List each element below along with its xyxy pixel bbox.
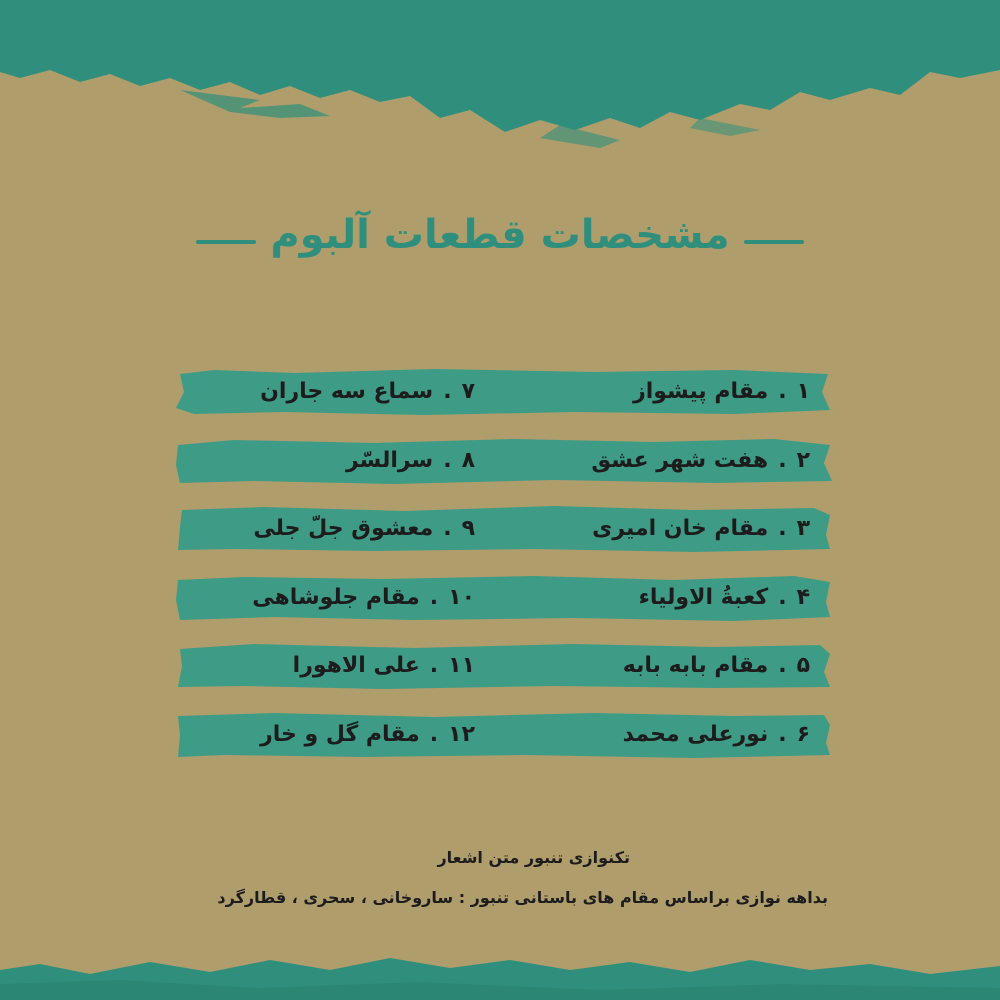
track-row: [180, 711, 830, 759]
title-left-rule: [196, 240, 256, 244]
track-separator: .: [443, 447, 452, 473]
track-number: ۶: [796, 721, 810, 747]
track-number: ۳: [796, 516, 810, 541]
track-number: ۷: [461, 379, 475, 404]
track-row: [180, 574, 830, 622]
track-10: [252, 574, 475, 622]
track-separator: .: [778, 379, 787, 404]
track-number: ۱۲: [448, 721, 475, 747]
track-name: مقام جلوشاهی: [252, 584, 420, 610]
track-name: معشوق جلّ جلی: [253, 516, 434, 541]
track-number: ۲: [796, 447, 810, 473]
track-3: [592, 505, 810, 553]
track-number: ۹: [461, 516, 475, 541]
credit-line-1: تکنوازی تنبور متن اشعار: [437, 848, 630, 867]
track-separator: .: [778, 516, 787, 541]
track-separator: .: [429, 653, 439, 678]
track-8: [346, 437, 475, 485]
bottom-paint-band: [0, 940, 1000, 1000]
track-4: [639, 574, 810, 622]
track-name: مقام بابه بابه: [622, 653, 769, 678]
track-name: هفت شهر عشق: [591, 447, 769, 473]
track-number: ۸: [461, 447, 475, 473]
track-separator: .: [429, 721, 439, 747]
track-number: ۱: [796, 379, 810, 404]
track-row: [180, 437, 830, 485]
track-name: مقام گل و خار: [260, 721, 420, 747]
track-number: ۴: [796, 584, 810, 610]
track-separator: .: [778, 653, 787, 678]
track-separator: .: [778, 447, 787, 473]
track-11: [293, 642, 475, 690]
track-name: علی الاهورا: [292, 653, 420, 678]
track-row: [180, 642, 830, 690]
track-5: [623, 642, 810, 690]
track-separator: .: [778, 721, 787, 747]
track-name: سرالسّر: [346, 447, 434, 473]
track-number: ۱۱: [448, 653, 475, 678]
track-number: ۵: [796, 653, 810, 678]
track-2: [591, 437, 810, 485]
title-right-rule: [744, 240, 804, 244]
credit-line-2: بداهه نوازی براساس مقام های باستانی تنبور : ساروخانی ، سحری ، قطارگرد: [217, 888, 828, 907]
track-name: سماع سه جاران: [260, 379, 434, 404]
track-1: [633, 368, 810, 416]
track-list: [180, 368, 830, 779]
track-9: [253, 505, 475, 553]
track-name: مقام پیشواز: [633, 379, 769, 404]
track-7: [260, 368, 475, 416]
track-6: [623, 711, 810, 759]
track-12: [260, 711, 475, 759]
track-number: ۱۰: [448, 584, 475, 610]
track-row: [180, 368, 830, 416]
track-row: [180, 505, 830, 553]
track-name: مقام خان امیری: [592, 516, 769, 541]
track-separator: .: [429, 584, 439, 610]
album-title-block: [0, 200, 1000, 270]
album-title: مشخصات قطعات آلبوم: [270, 212, 730, 258]
top-paint-band: [0, 0, 1000, 160]
track-separator: .: [443, 516, 452, 541]
track-name: نورعلی محمد: [622, 721, 769, 747]
track-separator: .: [443, 379, 452, 404]
track-separator: .: [778, 584, 787, 610]
track-name: کعبةُ الاولیاء: [638, 584, 769, 610]
